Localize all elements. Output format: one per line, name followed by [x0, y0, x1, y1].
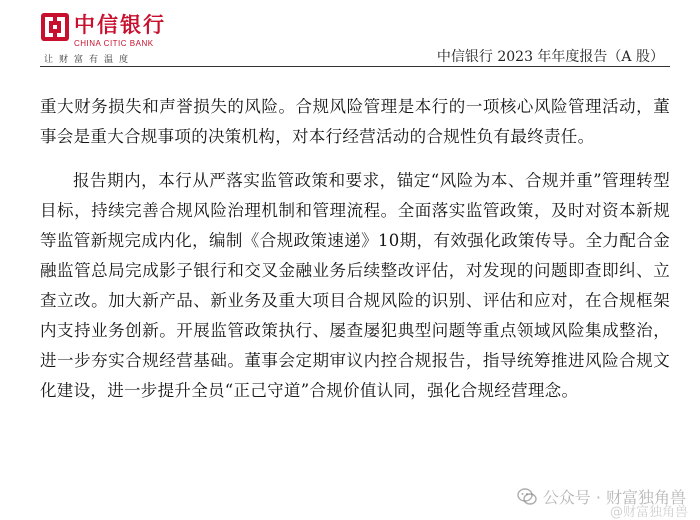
- wechat-icon: [517, 487, 537, 507]
- logo-name-en: CHINA CITIC BANK: [74, 39, 154, 48]
- header-divider: [40, 66, 670, 67]
- paragraph-spacer: [40, 152, 670, 166]
- page-header: [0, 0, 700, 70]
- watermark-secondary: @财富独角兽: [609, 505, 688, 520]
- paragraph-2: 报告期内，本行从严落实监管政策和要求，锚定“风险为本、合规并重”管理转型目标，持续完善合规风险治理机制和管理流程。全面落实监管政策，及时对资本新规等监管新规完成内化，编制《合规政策速递》10期，有效强化政策传导。全力配合金融监管总局完成影子银行和交叉金融业务后续整改评估，对发现的问题即查即纠、立查立改。加大新产品、新业务及重大项目合规风险的识别、评估和应对，在合规框架内支持业务创新。开展监管政策执行、屡查屡犯典型问题等重点领域风险集成整治，进一步夯实合规经营基础。董事会定期审议内控合规报告，指导统筹推进风险合规文化建设，进一步提升全员“正己守道”合规价值认同，强化合规经营理念。: [40, 171, 670, 400]
- report-title: 中信银行 2023 年年度报告（A 股）: [436, 49, 664, 65]
- logo-name-cn: 中信银行: [74, 13, 166, 37]
- logo-slogan: 让财富有温度: [44, 55, 135, 65]
- paragraph-1: 重大财务损失和声誉损失的风险。合规风险管理是本行的一项核心风险管理活动，董事会是重大合规事项的决策机构，对本行经营活动的合规性负有最终责任。: [40, 97, 670, 146]
- document-body: [40, 92, 670, 406]
- bank-logo: [40, 12, 200, 64]
- citic-logo-icon: [40, 12, 70, 42]
- watermark-text: 公众号 · 财富独角兽: [542, 488, 686, 507]
